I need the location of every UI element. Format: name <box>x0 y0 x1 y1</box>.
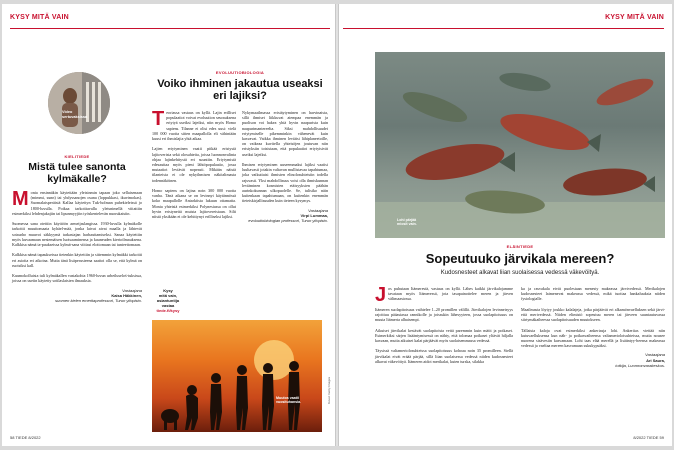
article1-signature <box>12 288 142 304</box>
article3-signature <box>521 352 665 368</box>
ask-anything-box <box>146 288 190 313</box>
article1-title: Mistä tulee sanonta kylmäkalle? <box>28 161 126 185</box>
article2-sig-name: Virpi Lummaa, <box>300 212 328 218</box>
header-rule-left <box>10 28 330 29</box>
article3-subtitle: Kudosnesteet alkavat liian suolaisessa vedessä väkevöityä. <box>440 270 600 276</box>
portrait-caption: Video sertuvaksissa <box>62 110 88 119</box>
ask-link[interactable]: tiede.fi/kysy <box>156 308 180 313</box>
article3-body-col1 <box>375 286 513 364</box>
photo-credit: Kuvat: Getty Images <box>327 376 331 404</box>
ask-line-1: Kysy <box>163 288 173 293</box>
section-header-left: KYSY MITÄ VAIN <box>10 14 69 21</box>
right-page <box>339 4 672 446</box>
article2-text1: eoriassa vastaus on kyllä. Lajin erilliset populaatiot voivat evoluution seurauksena eriytyä useiksi lajeiksi, niin myös Homo sapiens. Tilanne ei olisi edes uusi: vielä 100 000 vuotta sitten maapallolla eli vähintään kuusi eri ihmislajia yhtä aikaa. Lajien eriytyminen vaatii pitkää eristystä lajitoverista sekä olosuhteita, joissa luonnonvalinta ohjaa lajinkehitystä eri suuntiin. Eriytymistä edesauttaa myös pieni lähtöpopulaatio, jossa mutaatiot leviävät nopeasti. Mikään näistä tilanteista ei ole nykyihmisen näköalimasta todennäköinen. Homo sapiens on lajina noin 300 000 vuotta vanha. Tänä aikana se on levinnyt käytännössä koko maapallolle Antarktista lukuun ottamatta. Monia yhteisiä esimerkiksi Polynesiassa on ollut hyvin eristyneitä muista lajitovereistaan. Silti niistä yksikään ei ole kehittynyt erilliseksi lajiksi. <box>152 110 236 220</box>
evolution-photo <box>152 320 322 432</box>
article1-kicker: KIELITIEDE <box>64 154 90 159</box>
evolution-silhouettes <box>152 320 322 432</box>
section-header-right: KYSY MITÄ VAIN <box>605 14 664 21</box>
article3-text1: os puhutaan Itämerestä, vastaus on kyllä. Lähes kaikki järvikalojamme tavataan myös Itämeressä, jota tasapainottelee meren ja järven välimaastossa. Itämeren suolapitoisuus vaihtelee 1–20 promillen välillä. Järvikalojen levinneisyys rajoittuu pääasiassa rannikolle ja joissukin lähesyyteen, jossa suolapitoisuus on muuta Itämerta alhaisempi. Aikuiset järvikalat kestävät suolapitoista vettä paremmin kuin mätit ja poikaset. Esimerkiksi särjen lisääntymisessä on nähty, että tolomaa poikaset yltävät hiljalla kasvaan, mutta aikuiset kalat pärjäävät myös suolaisemmassa vedessä. Täysissä valtameriolosuhteissa suolapitoisuus kohoaa noin 35 promilleen. Siellä järvikalat eivät eräää pärjää, sillä liian suolaisessa vedessä niiden kudosnesteet alkavat väkevöityä. Itämeren aidot merikalat, kuten turska, silakka <box>375 286 513 364</box>
article1-sig-role: Vastaajana <box>122 287 142 293</box>
portrait-illustration <box>48 72 110 134</box>
article3-title: Sopeutuuko järvikala mereen? <box>425 251 615 266</box>
article2-kicker: EVOLUUTIOBIOLOGIA <box>215 70 265 75</box>
article1-sig-name: Kaisa Häkkinen, <box>111 292 142 298</box>
salmon-photo <box>375 52 665 238</box>
footer-left: 58 TIEDE 8/2022 <box>10 435 41 440</box>
article2-body-col1 <box>152 110 236 219</box>
article2-signature <box>242 208 328 224</box>
article3-body-col2 <box>521 286 665 368</box>
article2-sig-role: Vastaajana <box>308 207 328 213</box>
article1-body <box>12 190 142 303</box>
article2-body-col2 <box>242 110 328 223</box>
article3-sig-name: Ari Saura, <box>646 357 665 363</box>
ask-line-2: mitä vain, <box>158 293 178 298</box>
evolution-photo-caption: Muutos vaatii vuosituhansia. <box>276 396 302 405</box>
article1-text: onia ensinnäkin käytettään yleisinmin tapaan joko sellaisenaan (mimmi, sunn) tai yhdyssanojen osana (loppukkasi, ikuvimokas). Suomalaisperäistä Kallaa käytettyn Tuk-holman puhekieleissä jo 1800-luvulla. Poikaa tarkoittavalla yleisnimellä viitattiin esimerkiksi lehdenjakajiin tai lipunmyyjiin työskentelevän nuorukaisiin. Suomessa sana otettiin käyttöön armeijaslangissa. 1930-luvulla kylmäkolle tarkoitti muuttomaata kyhäel-mää, jonka laivat aivat maalla ja lähtevät sotaurho muuvoi säkkyymä tarkastajan harhauttamiseksi. Sanaa käytettiin myös kuvaamaan nestemäisen luotsaaminensa ja kauneuden kiertoilmauksena. Kalkkisa nämä ta-paukseissa kylmä-sana viittasi elottomaan tai tunteettomaan. Kalkkisa nämä tapaukseissa tietenkin käytettiin ja sittemmin kylmäkki tarkoitti eri asioita eri aikoina. Mutta tänä lisäperusteena saattoi olla se, että kylmä on ruotsiksi kall. Kuumokolluista tuli kylmäkallen vastakohta 1960-luvun urheiluseloś-tuksissa, joissa on useiin käytetty sotilaslaisien ilmauksia. <box>12 190 142 284</box>
salmon-photo-caption: Lohi pärjää miosit vain. <box>397 218 417 227</box>
article2-sig-title: evoluutiobiologian professori, Turun yliopisto. <box>248 218 328 224</box>
footer-right: 8/2022 TIEDE 59 <box>633 435 664 440</box>
article3-text2: ka ja rasvakala eivät puolestaan menesty makeassa järvivedessä. Merikalojen kudosnesteet laimenevat makeassa vedessä, mikä tuottaa hankaluuksia niiden fysiologialle. Maailmasta löytyy joukko kalalajeja, jotka pärjäävät eri alkamönvaelluksen sekä järvi- että merivedessä. Niiden elimistö sopeutuu meren tai järveen suuntautuvassa siirtymäkaiheessa suolapitoisuuden muutokseen. Tällaisia kaloja ovat esimerkiksi ankeriasja lohi. Ankeriias viettää niin kutuvaelluksensa kun näh- ja poikasvaiheensa valtamerioloisuhteissa, mutta nousee nuorena sisävesiin kasvamaan. Lohi taas elää merellä ja lisääntyy-heensa makeassa vedessä ja vaeltaa mereen kasvamaan sukukypsäksi. <box>521 286 665 349</box>
ask-line-4: vastaa <box>161 303 175 308</box>
header-rule-right <box>343 28 664 29</box>
article3-sig-role: Vastaajana <box>645 352 665 358</box>
article2-text2: Nykymaailmassa eristäytyminen on harvinaista, sillä ihmiset liikkuvat aiempaa enemmän ja puolison voi hakea yhtä hyvin naapurista kuin naapurimantereelta. Siksi mahdollisuudet eriytymiselle pikemminkin vähenevät kuin kasvavat. Vaikka ihminen leviäisi lähiplaneetoille, on vaikeaa kuvitella yhteisöjen joutuvan niin eristyksiin toisistaan, että populaatiot eriytyisivät useiksi lajeiksi. Ihmisen eriytyminen uuseemmaksi lajiksi vaatisi luultavasti jotakin valtavan mullistavaa tapahtumaa, joka vaikuttaisi ihmisten elinolosuhteisiin todella rajuvasti. Yksi mahdollisuus voisi olla ihmiskunnan leviäminen kosmisten etäisyyksien päähän aurinkokunnan ulkopuolelle. Se, tulisiko näin kuitenkaan tapahtumaan, on kuitenkin enemmän tieteiskirjallisuuden kuin tieteen kysymys. <box>242 110 328 204</box>
article2-dropcap: T <box>152 108 165 130</box>
article1-dropcap: M <box>12 188 29 210</box>
left-page <box>2 4 335 446</box>
article3-sig-title: tutkija, Luonnonvarakeskus. <box>615 362 665 368</box>
article3-kicker: ELÄINTIEDE <box>506 244 534 249</box>
article3-dropcap: J <box>375 284 387 306</box>
salmon-illustration <box>375 52 665 238</box>
article2-title: Voiko ihminen jakautua useaksi eri lajiksi? <box>157 78 323 103</box>
portrait-photo <box>48 72 110 134</box>
article1-sig-title: suomen kielen emeritaprofessori, Turun yliopisto. <box>55 298 142 304</box>
ask-line-3: asiantuntija <box>156 298 180 303</box>
